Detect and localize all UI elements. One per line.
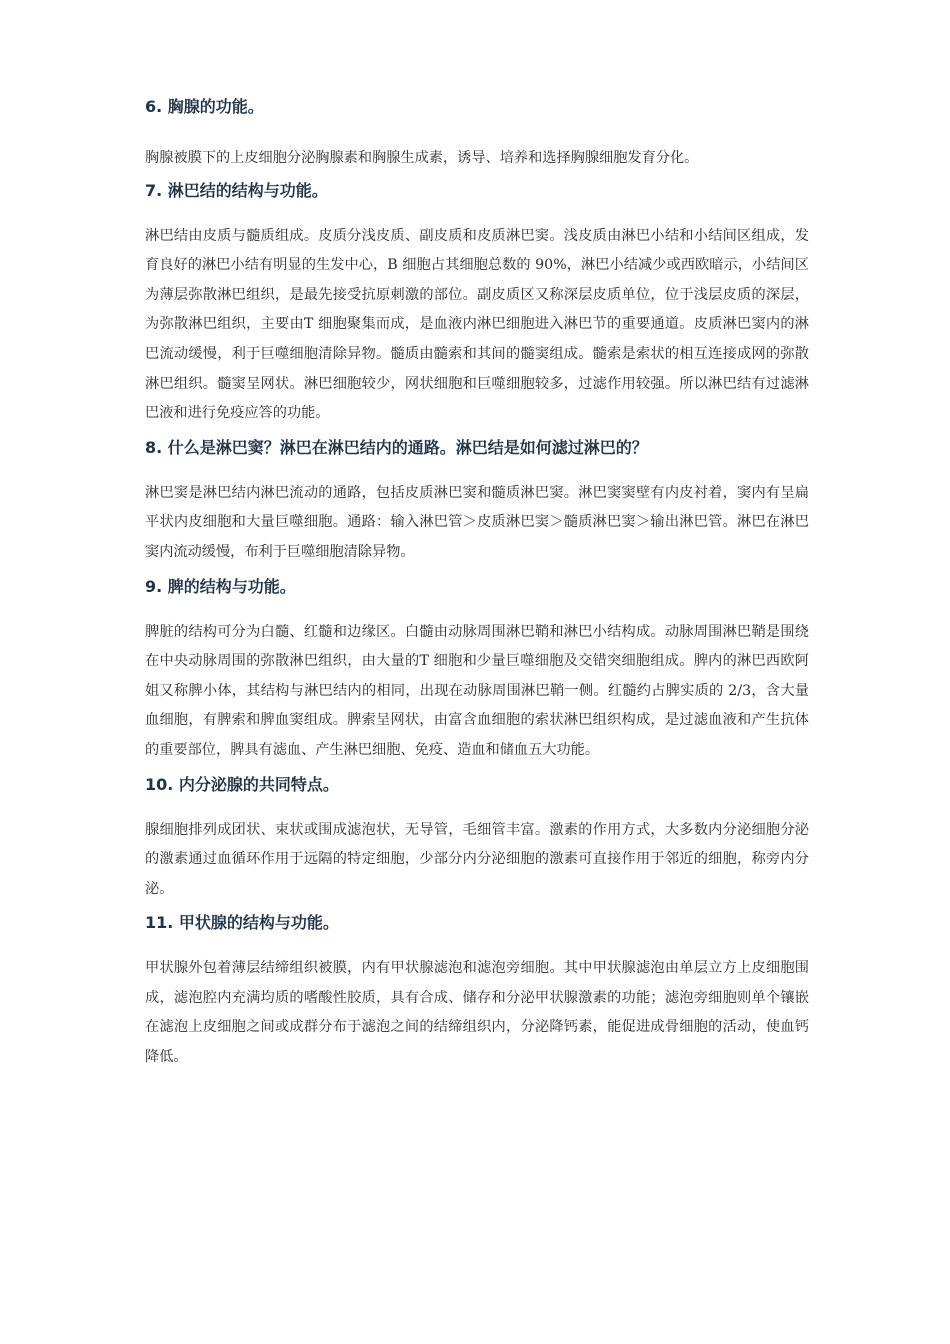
section-body-11: 甲状腺外包着薄层结缔组织被膜，内有甲状腺滤泡和滤泡旁细胞。其中甲状腺滤泡由单层立方上皮细胞围成，滤泡腔内充满均质的嗜酸性胶质，具有合成、储存和分泌甲状腺激素的功能；滤泡旁细胞则单个镶嵌在滤泡上皮细胞之间或成群分布于滤泡之间的结缔组织内，分泌降钙素，能促进成骨细胞的活动，使血钙降低。 <box>145 960 809 1066</box>
document-content <box>145 94 809 1073</box>
section-body-10: 腺细胞排列成团状、束状或围成滤泡状，无导管，毛细管丰富。激素的作用方式，大多数内分泌细胞分泌的激素通过血循环作用于远隔的特定细胞，少部分内分泌细胞的激素可直接作用于邻近的细胞，称旁内分泌。 <box>145 821 809 897</box>
section-body-6: 胸腺被膜下的上皮细胞分泌胸腺素和胸腺生成素，诱导、培养和选择胸腺细胞发育分化。 <box>145 150 699 166</box>
section-heading-10: 10. 内分泌腺的共同特点。 <box>145 774 339 794</box>
section-heading-11: 11. 甲状腺的结构与功能。 <box>145 913 339 933</box>
section-heading-8: 8. 什么是淋巴窦？淋巴在淋巴结内的通路。淋巴结是如何滤过淋巴的？ <box>145 437 648 457</box>
section-body-8: 淋巴窦是淋巴结内淋巴流动的通路，包括皮质淋巴窦和髓质淋巴窦。淋巴窦窦壁有内皮衬着，窦内有呈扁平状内皮细胞和大量巨噬细胞。通路：输入淋巴管＞皮质淋巴窦＞髓质淋巴窦＞输出淋巴管。淋巴在淋巴窦内流动缓慢，布利于巨噬细胞清除异物。 <box>145 484 809 560</box>
section-body-9: 脾脏的结构可分为白髓、红髓和边缘区。白髓由动脉周围淋巴鞘和淋巴小结构成。动脉周围淋巴鞘是围绕在中央动脉周围的弥散淋巴组织，由大量的T 细胞和少量巨噬细胞及交错突细胞组成。脾内的淋巴西欧阿姐又称脾小体，其结构与淋巴结内的相同，出现在动脉周围淋巴鞘一侧。红髓约占脾实质的 2/3，含大量血细胞，有脾索和脾血窦组成。脾索呈网状，由富含血细胞的索状淋巴组织构成，是过滤血液和产生抗体的重要部位，脾具有滤血、产生淋巴细胞、免疫、造血和储血五大功能。 <box>145 623 809 758</box>
section-body-7: 淋巴结由皮质与髓质组成。皮质分浅皮质、副皮质和皮质淋巴窦。浅皮质由淋巴小结和小结间区组成，发育良好的淋巴小结有明显的生发中心，B 细胞占其细胞总数的 90%，淋巴小结减少或西欧暗示，小结间区为薄层弥散淋巴组织，是最先接受抗原刺激的部位。副皮质区又称深层皮质单位，位于浅层皮质的深层，为弥散淋巴组织，主要由T 细胞聚集而成，是血液内淋巴细胞进入淋巴节的重要通道。皮质淋巴窦内的淋巴流动缓慢，利于巨噬细胞清除异物。髓质由髓索和其间的髓窦组成。髓索是索状的相互连接成网的弥散淋巴组织。髓窦呈网状。淋巴细胞较少，网状细胞和巨噬细胞较多，过滤作用较强。所以淋巴结有过滤淋巴液和进行免疫应答的功能。 <box>145 227 809 422</box>
section-heading-6: 6. 胸腺的功能。 <box>145 97 264 116</box>
section-heading-9: 9. 脾的结构与功能。 <box>145 576 296 596</box>
section-heading-7: 7. 淋巴结的结构与功能。 <box>145 180 328 200</box>
